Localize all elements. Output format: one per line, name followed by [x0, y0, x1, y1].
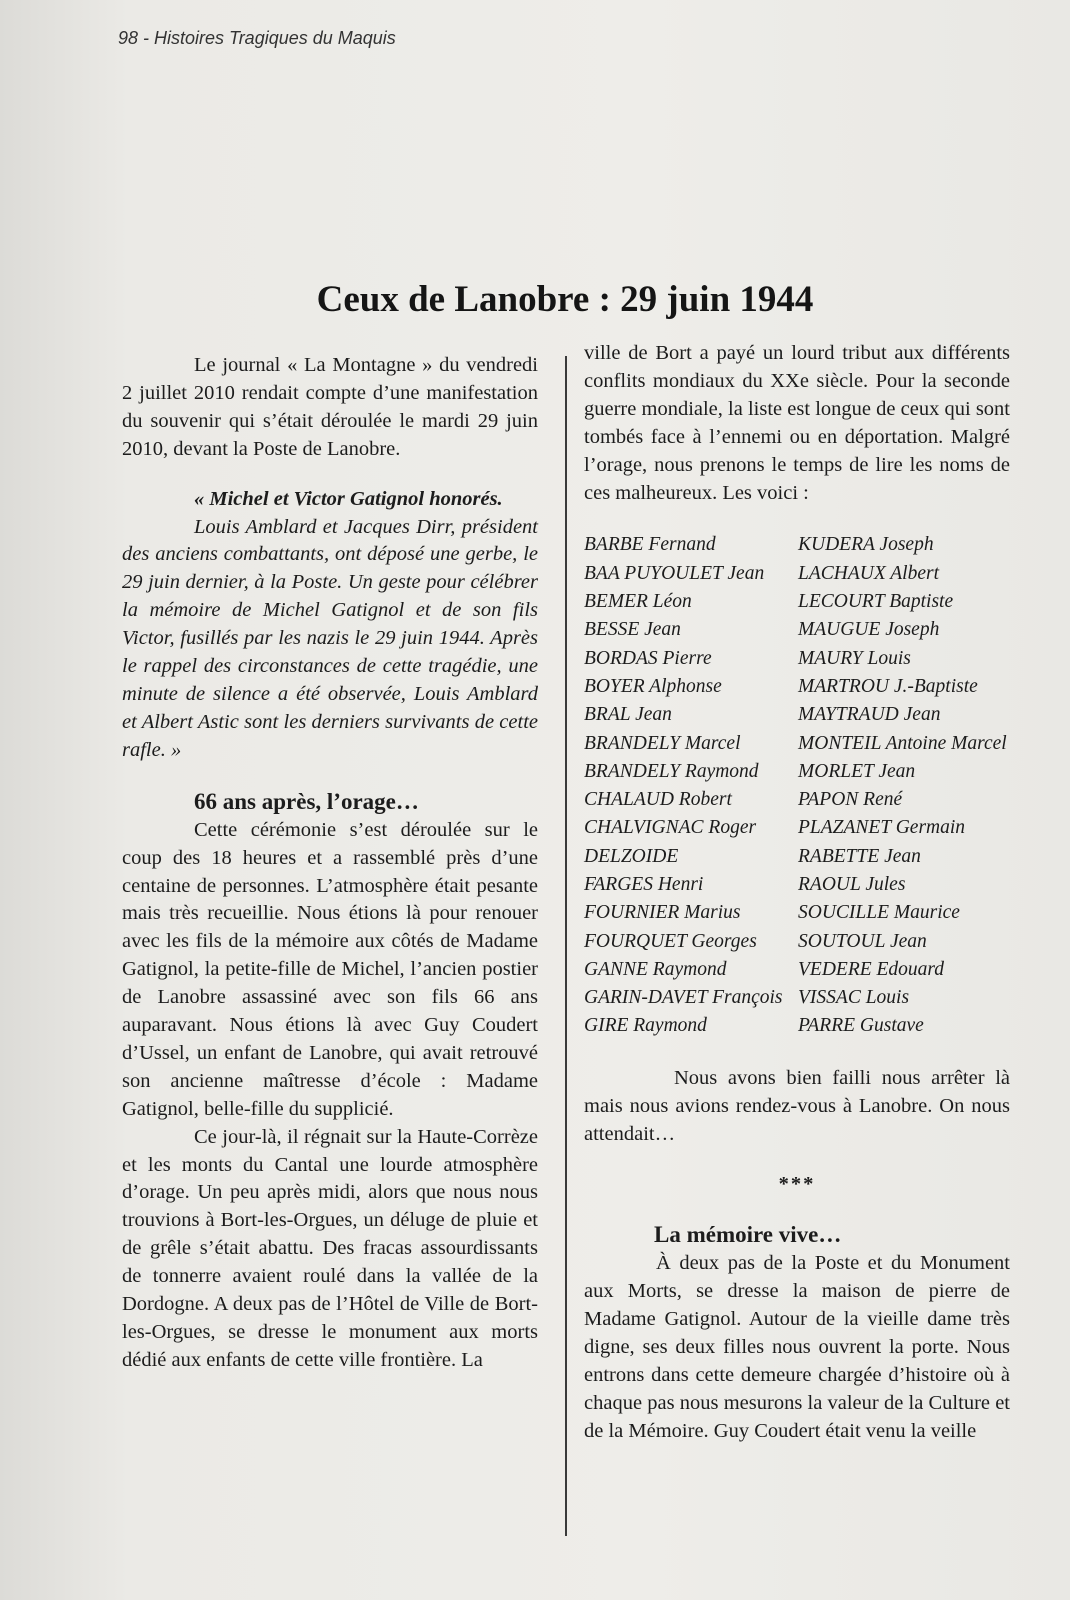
right-paragraph-stop: Nous avons bien failli nous arrêter là mais nous avions rendez-vous à Lanobre. On nous attendait… — [584, 1066, 1010, 1145]
name-entry: GANNE Raymond — [584, 958, 727, 980]
name-entry: KUDERA Joseph — [798, 534, 934, 556]
name-entry: CHALVIGNAC Roger — [584, 817, 757, 839]
name-entry: SOUCILLE Maurice — [798, 902, 960, 924]
name-entry: BARBE Fernand — [584, 534, 716, 556]
name-entry: MAYTRAUD Jean — [798, 704, 941, 726]
name-entry: VISSAC Louis — [798, 987, 910, 1009]
name-entry: FARGES Henri — [584, 874, 704, 895]
section-separator: *** — [778, 1172, 816, 1195]
column-divider — [565, 356, 567, 1536]
left-column — [122, 352, 538, 1375]
left-paragraph-storm: Ce jour-là, il régnait sur la Haute-Corrèze et les monts du Cantal une lourde atmosphère d’orage. Un peu après midi, alors que nous nous trouvions à Bort-les-Orgues, un déluge de pluie et de grêle s’était abattu. Des fracas assourdissants de tonnerre avaient roulé dans la vallée de la Dordogne. A deux pas de l’Hôtel de Ville de Bort-les-Orgues, se dresse le monument aux morts dédié aux enfants de cette ville frontière. La — [122, 1125, 538, 1371]
name-entry: BORDAS Pierre — [584, 647, 712, 669]
name-entry: GARIN-DAVET François — [584, 987, 783, 1009]
names-column-2 — [798, 531, 1010, 1040]
name-entry: MAURY Louis — [798, 647, 911, 669]
names-list — [584, 531, 1010, 1040]
name-entry: MORLET Jean — [798, 760, 916, 782]
name-entry: PARRE Gustave — [798, 1015, 924, 1037]
right-paragraph-intro: ville de Bort a payé un lourd tribut aux différents conflits mondiaux du XXe siècle. Pour la seconde guerre mondiale, la liste est longue de ceux qui sont tombés face à l’ennemi ou en déportation. Malgré l’orage, nous prenons le temps de lire les noms de ces malheureux. Les voici : — [584, 342, 1010, 504]
name-entry: BESSE Jean — [584, 619, 681, 641]
name-entry: BEMER Léon — [584, 591, 692, 613]
name-entry: PLAZANET Germain — [798, 817, 966, 839]
name-entry: FOURQUET Georges — [584, 930, 757, 952]
left-paragraph-ceremony: Cette cérémonie s’est déroulée sur le coup des 18 heures et a rassemblé près d’une centaine de personnes. L’atmosphère était pesante mais très recueillie. Nous étions là pour renouer avec les fils de la mémoire aux côtés de Madame Gatignol, la petite-fille de Michel, l’ancien postier de Lanobre assassiné avec son fils 66 ans auparavant. Nous étions là avec Guy Coudert d’Ussel, un enfant de Lanobre, qui avait retrouvé son ancienne maîtresse d’école : Madame Gatignol, belle-fille du supplicié. — [122, 818, 538, 1120]
names-column-1 — [584, 531, 798, 1040]
name-entry: DELZOIDE — [584, 845, 679, 867]
name-entry: BRANDELY Raymond — [584, 760, 759, 782]
quote-body: Louis Amblard et Jacques Dirr, président des anciens combattants, ont déposé une gerbe, le 29 juin dernier, à la Poste. Un geste pour célébrer la mémoire de Michel Gatignol et de son fils Victor, fusillés par les nazis le 29 juin 1944. Après le rappel des circonstances de cette tragédie, une minute de silence a été observée, Louis Amblard et Albert Astic sont les derniers survivants de cette rafle. » — [122, 515, 538, 761]
right-paragraph-house: À deux pas de la Poste et du Monument aux Morts, se dresse la maison de pierre de Madame Gatignol. Autour de la vieille dame très digne, ses deux filles nous ouvrent la porte. Nous entrons dans cette demeure chargée d’histoire où à chaque pas nous mesurons la valeur de la Culture et de la Mémoire. Guy Coudert était venu la veille — [584, 1252, 1010, 1442]
name-entry: CHALAUD Robert — [584, 789, 732, 811]
name-entry: BAA PUYOULET Jean — [584, 562, 765, 584]
left-paragraph-intro: Le journal « La Montagne » du vendredi 2 juillet 2010 rendait compte d’une manifestation du souvenir qui s’était déroulée le mardi 29 juin 2010, devant la Poste de Lanobre. — [122, 354, 538, 460]
name-entry: FOURNIER Marius — [584, 902, 741, 924]
name-entry: BRANDELY Marcel — [584, 732, 741, 754]
section-heading-memoire: La mémoire vive… — [654, 1222, 842, 1248]
section-heading-orage: 66 ans après, l’orage… — [194, 788, 419, 814]
name-entry: RAOUL Jules — [798, 874, 906, 895]
right-column — [584, 340, 1010, 1446]
name-entry: MARTROU J.-Baptiste — [798, 675, 978, 697]
name-entry: MONTEIL Antoine Marcel — [798, 732, 1007, 754]
name-entry: LACHAUX Albert — [798, 562, 940, 584]
name-entry: LECOURT Baptiste — [798, 591, 954, 613]
name-entry: VEDERE Edouard — [798, 958, 945, 980]
name-entry: BOYER Alphonse — [584, 675, 722, 697]
chapter-title: Ceux de Lanobre : 29 juin 1944 — [316, 279, 814, 320]
name-entry: RABETTE Jean — [798, 845, 921, 867]
name-entry: BRAL Jean — [584, 704, 672, 726]
quote-title: « Michel et Victor Gatignol honorés. — [194, 487, 503, 510]
running-head: 98 - Histoires Tragiques du Maquis — [118, 28, 396, 48]
name-entry: PAPON René — [798, 789, 903, 811]
name-entry: GIRE Raymond — [584, 1015, 707, 1037]
name-entry: SOUTOUL Jean — [798, 930, 927, 952]
name-entry: MAUGUE Joseph — [798, 619, 940, 641]
